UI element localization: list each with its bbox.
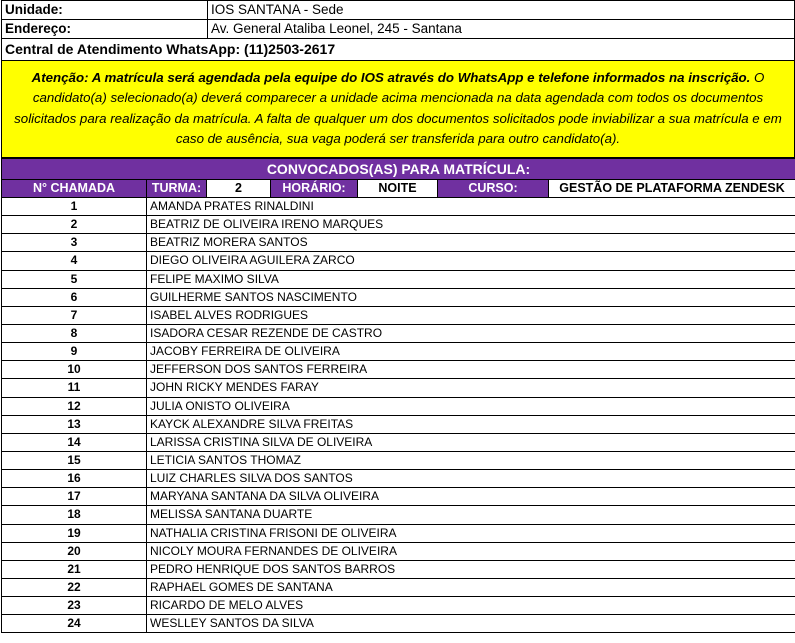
chamada-number: 1 [2,198,147,216]
chamada-number: 17 [2,488,147,506]
table-row [2,470,795,488]
table-row [2,324,795,342]
candidate-name: LETICIA SANTOS THOMAZ [147,451,795,469]
table-row [2,488,795,506]
candidate-name: WESLLEY SANTOS DA SILVA [147,615,795,633]
table-row [2,343,795,361]
candidate-name: BEATRIZ MORERA SANTOS [147,234,795,252]
curso-value: GESTÃO DE PLATAFORMA ZENDESK [549,180,795,198]
table-row [2,578,795,596]
table-row [2,560,795,578]
candidate-name: JACOBY FERREIRA DE OLIVEIRA [147,343,795,361]
candidate-name: MARYANA SANTANA DA SILVA OLIVEIRA [147,488,795,506]
table-row [2,252,795,270]
table-row [2,597,795,615]
chamada-number: 8 [2,324,147,342]
chamada-number: 14 [2,433,147,451]
chamada-number: 22 [2,578,147,596]
chamada-number: 12 [2,397,147,415]
notice-text: O candidato(a) selecionado(a) deverá comparecer a unidade acima mencionada na data agendada com todos os documentos solicitados para realização da matrícula. A falta de qualquer um dos documentos solicitados pode inviabilizar a sua matrícula e em caso de ausência, sua vaga poderá ser transferida para outro candidato(a). [14,70,782,146]
table-row [2,433,795,451]
horario-label: HORÁRIO: [271,180,358,198]
chamada-number: 6 [2,288,147,306]
chamada-number: 21 [2,560,147,578]
whatsapp-central: Central de Atendimento WhatsApp: (11)2503-2617 [1,39,795,61]
chamada-number: 20 [2,542,147,560]
table-row [2,397,795,415]
table-row [2,451,795,469]
candidate-name: ISABEL ALVES RODRIGUES [147,306,795,324]
endereco-value: Av. General Ataliba Leonel, 245 - Santana [208,20,795,39]
candidate-name: JULIA ONISTO OLIVEIRA [147,397,795,415]
turma-value: 2 [207,180,271,198]
chamada-number: 24 [2,615,147,633]
chamada-number: 15 [2,451,147,469]
candidate-name: AMANDA PRATES RINALDINI [147,198,795,216]
table-row [2,379,795,397]
table-row [2,615,795,633]
candidate-name: MELISSA SANTANA DUARTE [147,506,795,524]
table-row [2,306,795,324]
notice-bold: Atenção: A matrícula será agendada pela equipe do IOS através do WhatsApp e telefone informados na inscrição. [31,70,751,85]
unidade-row [2,1,795,20]
attention-notice [1,61,795,158]
chamada-number: 4 [2,252,147,270]
candidate-name: RICARDO DE MELO ALVES [147,597,795,615]
chamada-number: 9 [2,343,147,361]
candidate-name: ISADORA CESAR REZENDE DE CASTRO [147,324,795,342]
table-row [2,198,795,216]
chamada-number: 2 [2,216,147,234]
unidade-value: IOS SANTANA - Sede [208,1,795,20]
chamada-number: 16 [2,470,147,488]
endereco-row [2,20,795,39]
table-banner-row [2,159,795,180]
candidate-name: DIEGO OLIVEIRA AGUILERA ZARCO [147,252,795,270]
candidate-name: RAPHAEL GOMES DE SANTANA [147,578,795,596]
candidate-name: PEDRO HENRIQUE DOS SANTOS BARROS [147,560,795,578]
candidate-name: JEFFERSON DOS SANTOS FERREIRA [147,361,795,379]
candidate-name: FELIPE MAXIMO SILVA [147,270,795,288]
chamada-number: 23 [2,597,147,615]
table-body [2,198,795,633]
table-row [2,524,795,542]
unidade-label: Unidade: [2,1,208,20]
candidate-name: NICOLY MOURA FERNANDES DE OLIVEIRA [147,542,795,560]
table-row [2,506,795,524]
table-banner: CONVOCADOS(AS) PARA MATRÍCULA: [2,159,795,180]
candidate-name: JOHN RICKY MENDES FARAY [147,379,795,397]
curso-label: CURSO: [438,180,549,198]
table-header-row [2,180,795,198]
table-row [2,542,795,560]
chamada-number: 13 [2,415,147,433]
chamada-number: 18 [2,506,147,524]
candidate-name: LARISSA CRISTINA SILVA DE OLIVEIRA [147,433,795,451]
chamada-number: 19 [2,524,147,542]
candidate-name: NATHALIA CRISTINA FRISONI DE OLIVEIRA [147,524,795,542]
table-row [2,415,795,433]
turma-label: TURMA: [147,180,207,198]
chamada-number: 5 [2,270,147,288]
candidate-name: LUIZ CHARLES SILVA DOS SANTOS [147,470,795,488]
unit-info-table [1,0,795,39]
horario-value: NOITE [358,180,438,198]
table-row [2,270,795,288]
endereco-label: Endereço: [2,20,208,39]
chamada-number: 7 [2,306,147,324]
table-row [2,288,795,306]
candidate-name: BEATRIZ DE OLIVEIRA IRENO MARQUES [147,216,795,234]
chamada-number: 11 [2,379,147,397]
chamada-number: 10 [2,361,147,379]
table-row [2,216,795,234]
candidate-name: GUILHERME SANTOS NASCIMENTO [147,288,795,306]
chamada-number: 3 [2,234,147,252]
convocados-table [1,158,795,633]
table-row [2,234,795,252]
table-row [2,361,795,379]
chamada-header: N° CHAMADA [2,180,147,198]
candidate-name: KAYCK ALEXANDRE SILVA FREITAS [147,415,795,433]
